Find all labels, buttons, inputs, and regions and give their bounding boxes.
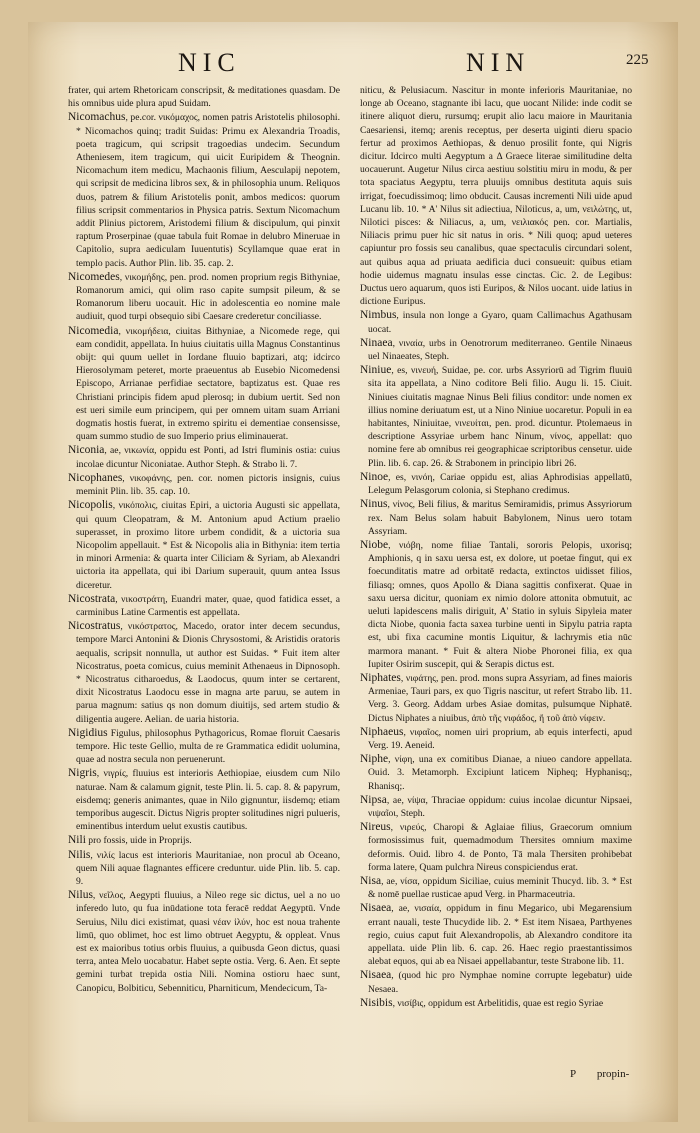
entry-text: , νικοφάνης, pen. cor. nomen pictoris insignis, cuius meminit Plin. lib. 35. cap. 10. <box>76 472 340 498</box>
entry-text: , ae, νίσα, oppidum Siciliae, cuius meminit Thucyd. lib. 3. * Est & nomē puellae rusticae apud Verg. in Pharmaceutria. <box>368 875 632 901</box>
dictionary-entry <box>360 364 632 470</box>
dictionary-entry <box>68 472 340 498</box>
entry-text: frater, qui artem Rhetoricam conscripsit, & meditationes quasdam. De his omnibus uide plura apud Suidam. <box>68 85 340 110</box>
dictionary-entry <box>360 997 632 1010</box>
dictionary-entry <box>68 727 340 767</box>
entry-text: , νιφάτης, pen. prod. mons supra Assyriam, ad fines maioris Armeniae, Tauri pars, ex quo Tigris nascitur, ut refert Strabo lib. 11. Verg. 3. Georg. Addam urbes Asiae domitas, pulsumque Niphatē. Dictus Niphates a niuibus, ἀπὸ τῆς νιφάδος, ἤ τοῦ ἀπὸ νίφειν. <box>368 672 632 724</box>
dictionary-entry <box>360 337 632 363</box>
dictionary-entry <box>360 672 632 725</box>
entry-headword: Niphates <box>360 671 401 684</box>
entry-headword: Nisa <box>360 874 382 887</box>
entry-text: , νιρεύς, Charopi & Aglaiae filius, Graecorum omnium formosissimus fuit, quemadmodum Thersites omnium maxime deformis. Ouid. libro 4. de Ponto, Tā mala Thersiten prohibebat forma latere, Quam pulchra Nireus conspiciendus erat. <box>368 822 632 873</box>
page-number: 225 <box>626 52 649 68</box>
dictionary-entry <box>360 875 632 901</box>
entry-headword: Nicostrata <box>68 592 116 605</box>
entry-headword: Nicomachus <box>68 111 126 124</box>
entry-text: niticu, & Pelusiacum. Nascitur in monte inferioris Mauritaniae, no longe ab Oceano, stagnante ibi lacu, que uocant Nilide: inde codit se itinere aliquot dieru, rursumq; erupit alio lacu maiore in Mauritania Caesariensi, itemq; arenis receptus, per deserta uiginti dieru spacio fertur ad proximos Aethiopas, & denuo prosilit fonte, qui Nigris dicitur. Idcirco multi Aegyptum a Δ Graece literae similitudine delta uocauerunt. Augetur Nilus circa aestiuu solstitiu miru in modu, & per tota spaciatus Aegyptu, terra pluuijs omnibus destituta aquis suis irrigat, foecudissimoq; limo obducit. Causas incrementi Nili uide apud Lucanu lib. 10. * A' Nilus sit adiectiua, Niloticus, a, um, νειλώτης, ut, Nilotici pisces: & Niliacus, a, um, νειλιακός pen. cor. Martialis, Niliacis primu puer hic sit natus in oris. * Nili quoq; apud ueteres capiuntur pro fossis seu canalibus, quae spectaculis circundari solent, aut quibus aqua ad priuata aedificia duci consueuit: quibus etiam hodie uidemus magnatu insulas esse cinctas. Cic. 2. de Legibus: Ductus uero aquarum, quos isti Euripos, & Nilos uocant. uide latius in dictione Euripus. <box>360 85 632 308</box>
entry-text: , νιφαῖος, nomen uiri proprium, ab equis interfecti, apud Verg. 19. Aeneid. <box>368 726 632 751</box>
header-left: NIC <box>178 48 241 77</box>
entry-headword: Niphaeus <box>360 725 404 738</box>
entry-headword: Ninus <box>360 498 388 511</box>
entry-headword: Nili <box>68 834 86 847</box>
entry-headword: Nigris <box>68 767 97 780</box>
dictionary-entry <box>68 834 340 847</box>
dictionary-entry <box>360 902 632 968</box>
dictionary-entry <box>360 539 632 671</box>
entry-headword: Nisaea <box>360 902 392 915</box>
entry-text: , νίφη, una ex comitibus Dianae, a niueo candore appellata. Ouid. 3. Metamorph. Excipiunt laticem Nipheq; Hyphanisq;, Rhanisq;. <box>368 754 632 792</box>
entry-text: , νικοστράτη, Euandri mater, quae, quod fatidica esset, a carminibus Latine Carmentis est appellata. <box>76 593 340 618</box>
entry-text: , ae, νικωνία, oppidu est Ponti, ad Istri fluminis ostia: cuius incolae dicuntur Niconiatae. Author Steph. & Strabo li. 7. <box>76 445 340 470</box>
dictionary-entry <box>68 271 340 324</box>
entry-headword: Ninoe <box>360 470 389 483</box>
dictionary-entry <box>360 471 632 497</box>
dictionary-entry <box>68 325 340 444</box>
dictionary-entry <box>68 849 340 889</box>
header-right: NIN <box>466 48 531 77</box>
entry-text: , νικόπολις, ciuitas Epiri, a uictoria Augusti sic appellata, qui quum Cleopatram, & M. Antonium apud Actium praelio superasset, in proximo litore urbem condidit, & a uictoria sua Nicopolim appellauit. * Est & Nicopolis alia in Bithynia: item tertia in minori Armenia: & quarta inter Ciliciam & Syriam, ab Alexandri uictoria ita appellata, qui ibi Darium superauit, quum antea Issus diceretur. <box>76 500 340 591</box>
entry-text: , νιλίς lacus est interioris Mauritaniae, non procul ab Oceano, quem Nili aquae flagnantes efficere creduntur. uide Plin. lib. 5. cap. 9. <box>76 849 340 887</box>
right-column <box>360 84 632 1054</box>
dictionary-entry <box>68 889 340 995</box>
entry-headword: Nilus <box>68 889 93 902</box>
dictionary-entry <box>360 309 632 335</box>
entry-headword: Nigidius <box>68 726 108 739</box>
dictionary-entry <box>68 593 340 619</box>
entry-text: , νιόβη, nome filiae Tantali, sororis Pelopis, uxorisq; Amphionis, q in saxu uersa est, ex dolore, ut poetae fingut, qui ex foecunditatis matre ad orbitatē redacta, extinctos uidisset filios, filiasq; omnes, quos Apollo & Diana sagittis confixerat. Quae in saxu uersa dicitur, quoniam ex nimio dolore attonita obmutuit, ac ueluti lapidescens malis diriguit, A' Statio in syluis Sipyleia mater dicta Niobe, quonia facta saxea turbine uenti in Sipylu patria rapta est, ubi fixa cacumine montis Liquitur, & lachrymis etia nūc marmora manant. * Fuit & altera Niobe Phoronei filia, ex qua Iupiter Osirim suscepit, qui & Serapis dictus est. <box>368 539 632 670</box>
footer <box>570 1068 690 1080</box>
dictionary-entry <box>68 444 340 470</box>
dictionary-entry <box>68 111 340 269</box>
dictionary-entry <box>360 84 632 308</box>
dictionary-entry <box>360 726 632 752</box>
entry-text: , νιγρίς, fluuius est interioris Aethiopiae, eiusdem cum Nilo naturae. Nam & calamum gignit, teste Plin. li. 5. cap. 8. & papyrum, eisdemq; generis animantes, quae in Nilo gignuntur, iisdemq; etiam temporibus augescit. Dictus Nigris propter solitudines nigri pulueris, eminentibus interdum uelut exustis cautibus. <box>76 768 340 833</box>
left-column <box>68 84 340 1054</box>
entry-headword: Nipsa <box>360 793 387 806</box>
dictionary-entry <box>360 821 632 874</box>
entry-headword: Nicopolis <box>68 499 113 512</box>
entry-text: , νικομήδεια, ciuitas Bithyniae, a Nicomede rege, qui eam condidit, appellata. In huius ciuitatis uilla Magnus Constantinus obijt: qui quum uellet in Iordane fluuio baptizari, atq; idcirco Hierosolymam peteret, morte praeuentus ab Eusebio Nicomedensi Episcopo, Arrianae perfidiae sectatore, baptizatus est. Quae res Christiani principis fidem apud plerosq; in dubium uertit. Sed non est ueri simile eum principem, qui per omnem uitam suam Arriani dogmatis hostis fuerat, in extremo spiritu ei dementiae consensisse, quam summo studio de suo Imperio prius eliminauerat. <box>76 325 340 443</box>
entry-text: , es, νινόη, Cariae oppidu est, alias Aphrodisias appellatū, Lelegum Pelasgorum colonia, si Stephano credimus. <box>368 471 632 497</box>
dictionary-entry <box>68 767 340 833</box>
entry-headword: Nimbus <box>360 309 397 322</box>
entry-headword: Ninaea <box>360 336 393 349</box>
entry-text: , ae, νίψα, Thraciae oppidum: cuius incolae dicuntur Nipsaei, νιψαῖοι, Steph. <box>368 794 632 819</box>
entry-headword: Nicomedes <box>68 270 120 283</box>
dictionary-entry <box>360 794 632 820</box>
entry-text: , νεῖλος, Aegypti fluuius, a Nileo rege sic dictus, uel a no uo inferedo luto, qu fua inūdatione tota feracē reddat Aegyptū. Vnde Seruius, Nilu dici existimat, quasi νέαν ἰλύν, hoc est noua trahente limū, quo oblimet, hoc est limo obtruet Aegyptu, & oppleat. Vnus est ex maioribus totius orbis fluuius, a quibusda Geon dictus, quasi terra, antea Melo uocabatur. Habet septe ostia. Verg. 6. Aen. Et septe gemini turbat trepida ostia Nili. Nomina ostioru haec sunt, Canopicu, Bolbiticu, Sebenniticu, Pharniticum, Mendecicum, Ta- <box>76 890 340 994</box>
entry-headword: Nicophanes <box>68 471 123 484</box>
dictionary-entry <box>360 969 632 995</box>
entry-text: , es, νινευή, Suidae, pe. cor. urbs Assyriorū ad Tigrim fluuiū sita ita appellata, a Nino coditore Beli filio. Augu li. 15. Ciuit. Niniues ciuitatis magnae Ninus Beli filius conditor: unde nomen ex illius nomine deriuatum est, ut a Nino Niniue uocaretur. Populi in ea habitantes, Niniuitae, νινευίται, pen. prod. dicuntur. Ptolemaeus in descriptione Assyriae urbem hanc Ninum, νίνος, appellat: quo nomine fere ab omnibus rei geographicae scriptoribus censetur. uide Plin. lib. 6. cap. 26. & Strabonem in principio libri 26. <box>368 365 632 469</box>
entry-text: , (quod hic pro Nymphae nomine corrupte legebatur) uide Nesaea. <box>368 970 632 995</box>
dictionary-entry <box>68 499 340 591</box>
entry-headword: Niniue <box>360 364 392 377</box>
running-header <box>28 48 678 88</box>
entry-text: Figulus, philosophus Pythagoricus, Romae floruit Caesaris tempore. Hic teste Gellio, multa de re Grammatica edidit uolumina, quae ad nostra secula non peruenerunt. <box>76 727 340 766</box>
entry-text: , insula non longe a Gyaro, quam Callimachus Agathusam uocat. <box>368 310 632 335</box>
entry-text: , νικόστρατος, Macedo, orator inter decem secundus, tempore Marci Antonini & Dionis Chrysostomi, & Aristidis oratoris aequalis, scripsit nonnulla, ut author est Suidas. * Fuit item alter Nicostratus, poeta comicus, cuius meminit Athenaeus in Dipnosoph. * Nicostratus citharoedus, & Laodocus, quum inter se certarent, dixit Nicostratus Laodocu esse in magna arte paruu, se autem in parua magnum: satius qs non domum diuitijs, sed artem studio & diligentia augere. Aelian. de uaria historia. <box>76 621 340 725</box>
dictionary-entry <box>360 753 632 793</box>
entry-headword: Nilis <box>68 848 91 861</box>
book-page <box>28 22 678 1122</box>
entry-text: , pe.cor. νικόμαχος, nomen patris Aristotelis philosophi. * Nicomachos quinq; tradit Suidas: Primu ex Alexandria Troadis, poeta tragicum, qui scripsit tragoedias undecim. Secundum Atheniesem, item tragicum, qui uicit Euripidem & Theognin. Nicomachum item medicu, Machaonis filium, Aesculapij nepotem, qui scripsit de medicina libros sex, & in philosophia unum. Reliquos duos, patrem & filium Aristotelis ponit, ambos medicos: quorum filius scripsit commentarios in Physica patris. Sextum Nicomachum addit Plinius pictorem, Aristodemi filium & discipulum, qui pinxit raptum Proserpinae (quae tabula fuit Romae in delubro Mineruae in Capitolio, supra aediculam Iuuentutis) Scyllamque quae erat in templo pacis. Author Plin. lib. 35. cap. 2. <box>76 112 340 269</box>
entry-headword: Nireus <box>360 821 391 834</box>
entry-headword: Nicomedia <box>68 324 119 337</box>
dictionary-entry <box>360 498 632 538</box>
entry-headword: Niconia <box>68 444 105 457</box>
dictionary-entry <box>68 620 340 726</box>
entry-text: , νιναία, urbs in Oenotrorum mediterraneo. Gentile Ninaeus uel Ninaeates, Steph. <box>368 337 632 363</box>
entry-headword: Niobe <box>360 538 389 551</box>
catchword: propin- <box>596 1068 630 1080</box>
entry-text: , νικομήδης, pen. prod. nomen proprium regis Bithyniae, Romanorum amici, qui olim raso capite sumpsit pileum, & se Romanorum liberu uocauit. Hic in adolescentia eo nomine male audiuit, quod turpi obsequio sibi Caesare crederetur conciliasse. <box>76 271 340 323</box>
entry-headword: Nisibis <box>360 996 393 1009</box>
entry-text: pro fossis, uide in Proprijs. <box>85 835 192 847</box>
entry-text: , νισίβις, oppidum est Arbelitidis, quae est regio Syriae <box>392 997 604 1009</box>
entry-headword: Nicostratus <box>68 620 121 633</box>
entry-headword: Nisaea <box>360 969 392 982</box>
entry-text: , ae, νισαία, oppidum in finu Megarico, ubi Megarensium errant nauali, teste Thucydide lib. 2. * Est item Nisaea, Parthyenes regio, cuius caput fuit Alexandropolis, ab Alexandro conditore ita appellata. uide Plin lib. 6. cap. 26. Haec regio praestantissimos alebat equos, qui ab ea Nisaei appellabantur, teste Strabone lib. 11. <box>368 903 632 968</box>
entry-headword: Niphe <box>360 753 389 766</box>
signature-mark: P <box>570 1068 577 1080</box>
entry-text: , νίνος, Beli filius, & maritus Semiramidis, primus Assyriorum rex. Nam Belus solam habuit Babylonem, Ninus uero totam Assyriam. <box>368 499 632 537</box>
dictionary-entry <box>68 84 340 110</box>
